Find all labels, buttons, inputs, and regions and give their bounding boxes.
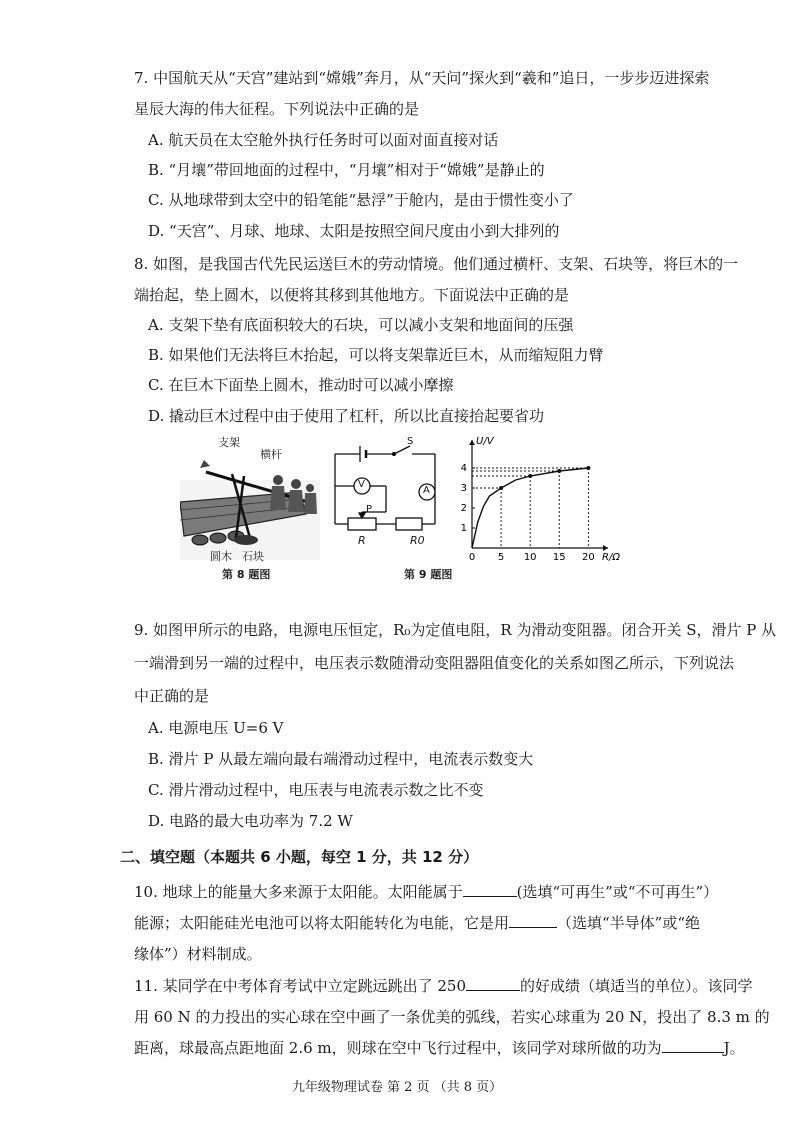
y-tick-label: 2 (460, 503, 467, 514)
q9-option-a: A. 电源电压 U=6 V (148, 719, 284, 737)
x-axis-label: R/Ω (602, 552, 620, 563)
q9-stem-line-3: 中正确的是 (134, 687, 210, 705)
q8-option-c: C. 在巨木下面垫上圆木，推动时可以减小摩擦 (148, 376, 454, 394)
q7-option-a: A. 航天员在太空舱外执行任务时可以面对面直接对话 (148, 131, 499, 149)
q7-option-d: D. “天宫”、月球、地球、太阳是按照空间尺度由小到大排列的 (148, 222, 560, 240)
q11-text-2: 的好成绩（填适当的单位）。该同学 (520, 977, 753, 995)
q10-text-2: (选填“可再生”或“不可再生”） (516, 883, 719, 901)
q8-stem-line-1: 8. 如图，是我国古代先民运送巨木的劳动情境。他们通过横杆、支架、石块等，将巨木的一 (134, 255, 739, 273)
x-tick-label: 10 (523, 552, 537, 563)
q10-line-1 (134, 882, 718, 902)
fig9-label-resistor: R0 (410, 534, 425, 547)
q9-option-b: B. 滑片 P 从最左端向最右端滑动过程中，电流表示数变大 (148, 750, 534, 768)
fig8-label-lever: 横杆 (260, 448, 282, 461)
q9-stem-line-2: 一端滑到另一端的过程中，电压表示数随滑动变阻器阻值变化的关系如图乙所示，下列说法 (134, 654, 735, 672)
fig9-label-voltmeter: V (358, 479, 365, 490)
x-axis-arrow (603, 545, 608, 551)
q10-blank-2[interactable] (509, 913, 557, 928)
y-axis-label: U/V (476, 436, 494, 447)
data-point (528, 474, 532, 478)
q7-option-b: B. “月壤”带回地面的过程中，“月壤”相对于“嫦娥”是静止的 (148, 161, 545, 179)
q10-line-2 (134, 913, 700, 933)
q8-option-b: B. 如果他们无法将巨木抬起，可以将支架靠近巨木，从而缩短阻力臂 (148, 346, 604, 364)
data-point (557, 469, 561, 473)
fig9-label-slider: P (366, 504, 373, 515)
page-footer: 九年级物理试卷 第 2 页 （共 8 页） (291, 1080, 503, 1095)
q11-line-2: 用 60 N 的力投出的实心球在空中画了一条优美的弧线，若实心球重为 20 N，投出了 8.3 m 的 (134, 1008, 770, 1026)
q10-text-3: 能源；太阳能硅光电池可以将太阳能转化为电能，它是用 (134, 914, 510, 932)
y-tick-label: 3 (460, 483, 467, 494)
q11-blank-2[interactable] (662, 1038, 724, 1053)
q7-option-c: C. 从地球带到太空中的铅笔能“悬浮”于舱内，是由于惯性变小了 (148, 191, 574, 209)
q10-line-3: 缘体”）材料制成。 (134, 945, 262, 963)
q11-text-4: 距离，球最高点距地面 2.6 m，则球在空中飞行过程中，该同学对球所做的功为 (134, 1039, 662, 1057)
q10-blank-1[interactable] (463, 882, 517, 897)
fig8-illustration (180, 440, 320, 560)
x-tick-label: 20 (581, 552, 595, 563)
q10-text-1: 10. 地球上的能量大多来源于太阳能。太阳能属于 (134, 883, 463, 901)
fig8-caption: 第 8 题图 (222, 568, 271, 581)
y-axis-arrow (469, 440, 475, 445)
fig9-label-rheostat: R (358, 534, 366, 547)
q9-stem-line-1: 9. 如图甲所示的电路，电源电压恒定，R₀为定值电阻，R 为滑动变阻器。闭合开关 S，滑片 P 从 (134, 621, 777, 639)
q10-text-4: （选填“半导体”或“绝 (557, 914, 701, 932)
fig8-label-log: 圆木 (210, 550, 232, 563)
x-tick-label: 5 (497, 552, 505, 563)
q11-line-3 (134, 1038, 745, 1058)
q11-blank-1[interactable] (466, 976, 520, 991)
q9-option-d: D. 电路的最大电功率为 7.2 W (148, 812, 353, 830)
q9-option-c: C. 滑片滑动过程中，电压表与电流表示数之比不变 (148, 781, 484, 799)
fig9-label-switch: S (407, 436, 414, 447)
q8-option-a: A. 支架下垫有底面积较大的石块，可以减小支架和地面间的压强 (148, 316, 574, 334)
y-tick-label: 4 (460, 463, 467, 474)
q8-option-d: D. 撬动巨木过程中由于使用了杠杆，所以比直接抬起要省功 (148, 407, 545, 425)
section-2-title: 二、填空题（本题共 6 小题，每空 1 分，共 12 分） (120, 848, 479, 866)
fig9-uv-graph (452, 436, 620, 564)
data-point (586, 466, 590, 470)
q11-text-5: J。 (723, 1039, 745, 1057)
q7-stem-line-2: 星辰大海的伟大征程。下列说法中正确的是 (134, 100, 420, 118)
q11-line-1 (134, 976, 753, 996)
fig8-label-support: 支架 (218, 436, 240, 449)
q7-stem-line-1: 7. 中国航天从“天宫”建站到“嫦娥”奔月，从“天问”探火到“羲和”追日，一步步迈进探索 (134, 69, 710, 87)
fig9-label-ammeter: A (423, 485, 430, 496)
fig8-label-stone: 石块 (242, 550, 264, 563)
fig9-caption: 第 9 题图 (404, 568, 453, 581)
figures-row (180, 436, 620, 582)
x-tick-label: 15 (552, 552, 566, 563)
q11-text-1: 11. 某同学在中考体育考试中立定跳远跳出了 250 (134, 977, 467, 995)
q8-stem-line-2: 端抬起，垫上圆木，以便将其移到其他地方。下面说法中正确的是 (134, 286, 570, 304)
y-tick-label: 1 (460, 523, 467, 534)
data-point (499, 486, 503, 490)
x-tick-label: 0 (468, 552, 476, 563)
